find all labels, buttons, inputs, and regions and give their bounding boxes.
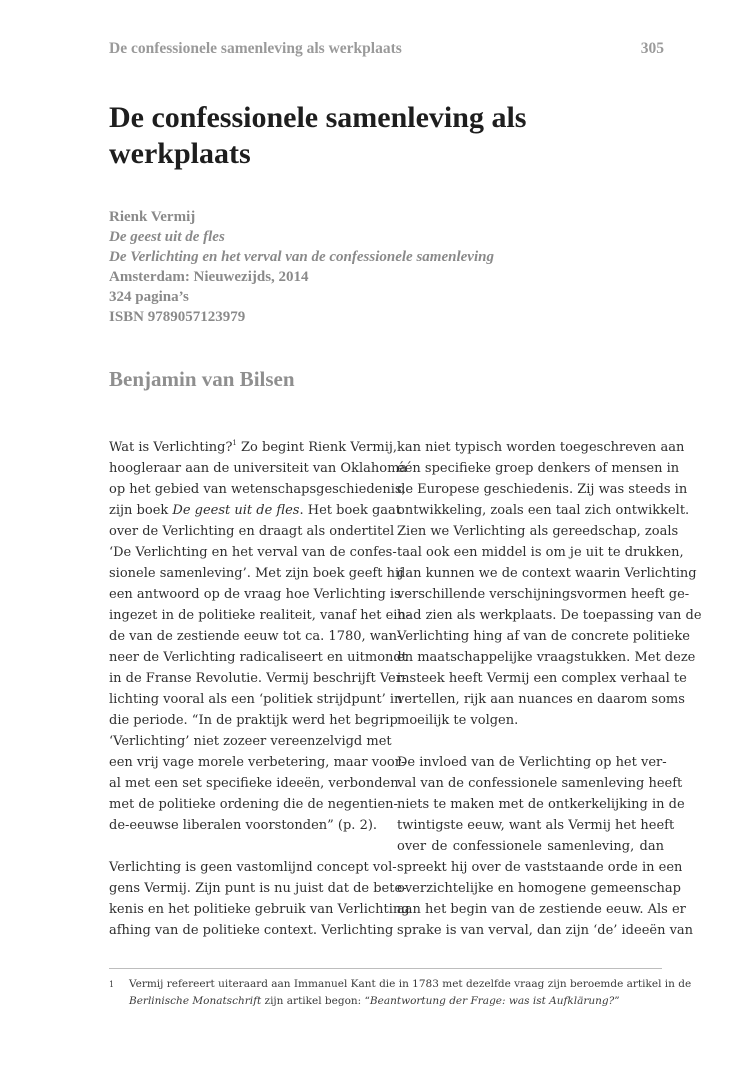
text-line: vertellen, rijk aan nuances en daarom soms: [397, 692, 685, 707]
reviewer-name: Benjamin van Bilsen: [109, 367, 295, 391]
text-line: een vrij vage morele verbetering, maar voor-: [109, 755, 406, 770]
book-author: Rienk Vermij: [109, 209, 196, 225]
text-line: kan niet typisch worden toegeschreven aan: [397, 440, 685, 455]
text-line: Zien we Verlichting als gereedschap, zoals: [397, 524, 679, 539]
text-line: sprake is van verval, dan zijn ‘de’ ideeën van: [397, 923, 694, 938]
footnote-mark: 1: [109, 980, 115, 989]
text-line: dan kunnen we de context waarin Verlichting: [397, 566, 697, 581]
footnote-line-1: Vermij refereert uiteraard aan Immanuel Kant die in 1783 met dezelfde vraag zijn beroemde artikel in de: [129, 978, 692, 990]
page-number: 305: [640, 40, 664, 57]
text-line: over de Verlichting en draagt als ondertitel: [109, 524, 395, 539]
text-line: ‘Verlichting’ niet zozeer vereenzelvigd met: [109, 734, 392, 749]
book-pages: 324 pagina’s: [109, 289, 189, 305]
book-title-inline: De geest uit de fles: [172, 503, 300, 518]
text-line: had zien als werkplaats. De toepassing van de: [397, 608, 702, 623]
text-line: spreekt hij over de vaststaande orde in een: [397, 860, 683, 875]
text-line: lichting vooral als een ‘politiek strijdpunt’ in: [109, 692, 403, 707]
text-line: de-eeuwse liberalen voorstonden” (p. 2).: [109, 818, 378, 833]
text-line: over de confessionele samenleving, dan: [397, 839, 664, 854]
text-line: insteek heeft Vermij een complex verhaal te: [397, 671, 687, 686]
text-line: niets te maken met de ontkerkelijking in de: [397, 797, 685, 812]
text-line: op het gebied van wetenschapsgeschiedenis,: [109, 482, 406, 497]
article-title: [109, 100, 629, 172]
text-line: de van de zestiende eeuw tot ca. 1780, wan-: [109, 629, 402, 644]
text-line: één specifieke groep denkers of mensen in: [397, 461, 680, 476]
footnote-line-2: Berlinische Monatschrift zijn artikel begon: “Beantwortung der Frage: was ist Aufklärung?”: [129, 995, 620, 1007]
text-line: moeilijk te volgen.: [397, 713, 519, 728]
book-subtitle: De Verlichting en het verval van de confessionele samenleving: [109, 249, 494, 265]
text-line: zijn boek De geest uit de fles. Het boek gaat: [109, 503, 402, 518]
text-line: met de politieke ordening die de negentien-: [109, 797, 398, 812]
text-line: hoogleraar aan de universiteit van Oklahoma: [109, 461, 408, 476]
book-details: [109, 207, 669, 327]
book-title: De geest uit de fles: [109, 229, 225, 245]
text-line: afhing van de politieke context. Verlichting: [109, 923, 394, 938]
text-line: aan het begin van de zestiende eeuw. Als er: [397, 902, 686, 917]
right-column: [397, 437, 702, 941]
text-line: ‘De Verlichting en het verval van de confes-: [109, 545, 397, 560]
running-head-title: De confessionele samenleving als werkplaats: [109, 40, 402, 57]
text-line: de Europese geschiedenis. Zij was steeds in: [397, 482, 688, 497]
footnote-ref[interactable]: 1: [232, 439, 237, 447]
text-line: gens Vermij. Zijn punt is nu juist dat de bete-: [109, 881, 407, 896]
text-line: Verlichting is geen vastomlijnd concept vol-: [109, 860, 397, 875]
text-line: ingezet in de politieke realiteit, vanaf het ein-: [109, 608, 411, 623]
text-line: en maatschappelijke vraagstukken. Met deze: [397, 650, 696, 665]
title-line-1: De confessionele samenleving als: [109, 101, 527, 134]
running-head: [109, 40, 664, 58]
text-line: al met een set specifieke ideeën, verbonden: [109, 776, 399, 791]
text-line: De invloed van de Verlichting op het ver-: [397, 755, 667, 770]
text-line: Verlichting hing af van de concrete politieke: [397, 629, 690, 644]
title-line-2: werkplaats: [109, 137, 251, 170]
book-isbn: ISBN 9789057123979: [109, 309, 246, 325]
text-line: val van de confessionele samenleving heeft: [397, 776, 683, 791]
text-line: sionele samenleving’. Met zijn boek geeft hij: [109, 566, 404, 581]
text-line: neer de Verlichting radicaliseert en uitmondt: [109, 650, 407, 665]
text-line: ontwikkeling, zoals een taal zich ontwikkelt.: [397, 503, 690, 518]
text-line: een antwoord op de vraag hoe Verlichting is: [109, 587, 401, 602]
text-line: verschillende verschijningsvormen heeft ge-: [397, 587, 690, 602]
text-line: in de Franse Revolutie. Vermij beschrijft Ver-: [109, 671, 407, 686]
footnote-divider: [109, 968, 662, 969]
left-column: [109, 437, 411, 941]
text-line: kenis en het politieke gebruik van Verlichting: [109, 902, 410, 917]
text-line: overzichtelijke en homogene gemeenschap: [397, 881, 681, 896]
text-line: twintigste eeuw, want als Vermij het heeft: [397, 818, 675, 833]
text-line: taal ook een middel is om je uit te drukken,: [397, 545, 684, 560]
text-line: Wat is Verlichting?$^1$ Zo begint Rienk Vermij,: [109, 439, 398, 455]
footnote: [109, 976, 692, 1010]
text-line: die periode. “In de praktijk werd het begrip: [109, 713, 398, 728]
book-publisher: Amsterdam: Nieuwezijds, 2014: [109, 269, 309, 285]
